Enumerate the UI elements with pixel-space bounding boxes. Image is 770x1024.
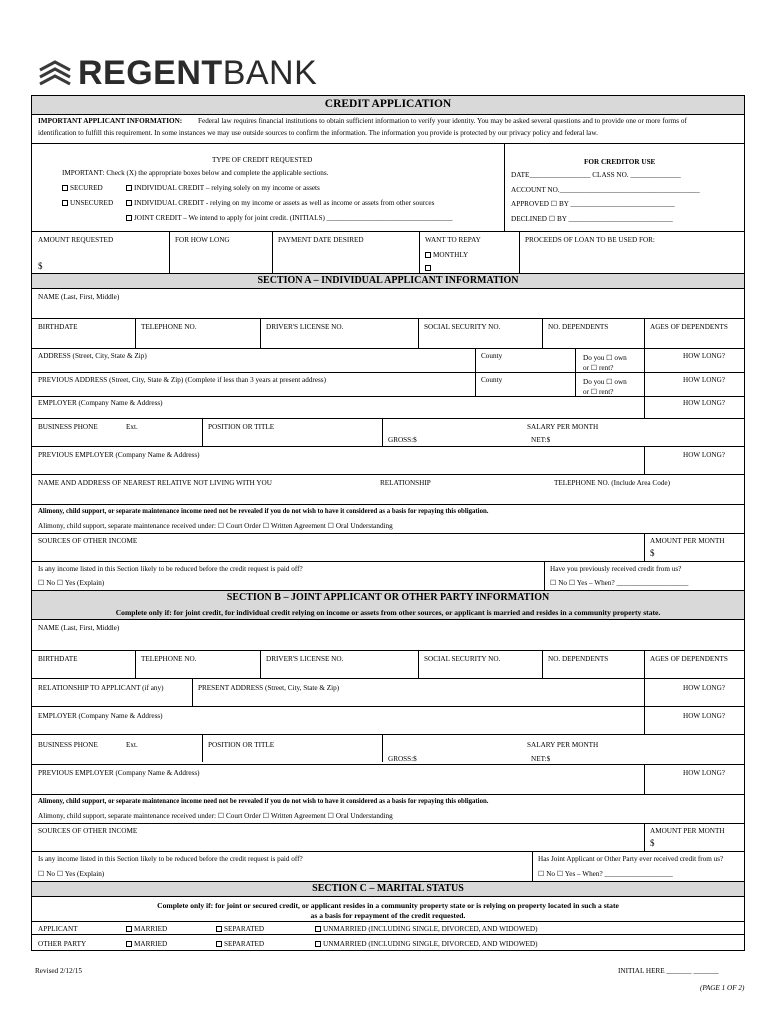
b-drivers-license-label: DRIVER'S LICENSE NO. — [266, 655, 344, 663]
b-birthdate-label: BIRTHDATE — [38, 655, 78, 663]
a-prev-county-label: County — [481, 376, 503, 384]
important-text-2: identification to fulfill this requirement. In some instances we may use outside sources to confirm the information. The information you provide is protected by our privacy policy and federal law. — [38, 129, 598, 137]
a-prev-credit-options[interactable]: ☐ No ☐ Yes – When? ____________________ — [550, 579, 689, 587]
b-reduced-options[interactable]: ☐ No ☐ Yes (Explain) — [38, 870, 105, 878]
b-dependents-label: NO. DEPENDENTS — [548, 655, 609, 663]
a-drivers-license-label: DRIVER'S LICENSE NO. — [266, 323, 344, 331]
a-rent-checkbox[interactable]: or ☐ rent? — [583, 364, 614, 372]
b-amount-dollar: $ — [650, 838, 655, 848]
creditor-declined: DECLINED ☐ BY _____________________________ — [511, 215, 673, 223]
credit-type-instruction: IMPORTANT: Check (X) the appropriate boxes below and complete the applicable sections. — [62, 169, 329, 177]
section-a-title: SECTION A – INDIVIDUAL APPLICANT INFORMATION — [257, 275, 519, 286]
section-c-subtitle-2: as a basis for repayment of the credit requested. — [310, 911, 466, 920]
a-position-label: POSITION OR TITLE — [208, 423, 275, 431]
individual-credit-other-checkbox[interactable]: INDIVIDUAL CREDIT - relying on my income or assets as well as income or assets from other sources — [126, 199, 434, 207]
section-c-subtitle-1: Complete only if: for joint or secured credit, or applicant resides in a community property state or is relying on property located in such a state — [157, 901, 619, 910]
secured-checkbox[interactable]: SECURED — [62, 184, 103, 192]
b-name-label: NAME (Last, First, Middle) — [38, 624, 120, 632]
b-salary-label: SALARY PER MONTH — [527, 741, 599, 749]
a-relationship-label: RELATIONSHIP — [380, 479, 431, 487]
a-ext-label: Ext. — [126, 423, 138, 431]
c-other-party-label: OTHER PARTY — [38, 940, 87, 948]
amount-dollar: $ — [38, 261, 43, 271]
creditor-account: ACCOUNT NO._______________________________________ — [511, 186, 700, 194]
b-address-how-long: HOW LONG? — [683, 684, 725, 692]
how-long-label: FOR HOW LONG — [175, 236, 230, 244]
a-alimony-notice: Alimony, child support, or separate maintenance income need not be revealed if you do not wish to have it considered as a basis for repaying this obligation. — [38, 508, 489, 515]
a-amount-dollar: $ — [650, 548, 655, 558]
a-birthdate-label: BIRTHDATE — [38, 323, 78, 331]
payment-date-label: PAYMENT DATE DESIRED — [278, 236, 364, 244]
a-employer-how-long-label: HOW LONG? — [683, 399, 725, 407]
unsecured-checkbox[interactable]: UNSECURED — [62, 199, 113, 207]
monthly-checkbox[interactable]: MONTHLY — [425, 251, 468, 259]
a-own-checkbox[interactable]: Do you ☐ own — [583, 354, 627, 362]
b-ssn-label: SOCIAL SECURITY NO. — [424, 655, 501, 663]
a-address-label: ADDRESS (Street, City, State & Zip) — [38, 352, 147, 360]
a-prev-own-checkbox[interactable]: Do you ☐ own — [583, 378, 627, 386]
chevron-logo-icon — [38, 60, 72, 88]
a-alimony-options[interactable]: Alimony, child support, separate maintenance received under: ☐ Court Order ☐ Written Agreement ☐ Oral Understanding — [38, 522, 393, 530]
individual-credit-checkbox[interactable]: INDIVIDUAL CREDIT – relying solely on my income or assets — [126, 184, 320, 192]
b-employer-how-long: HOW LONG? — [683, 712, 725, 720]
b-prev-employer-how-long: HOW LONG? — [683, 769, 725, 777]
a-prev-rent-checkbox[interactable]: or ☐ rent? — [583, 388, 614, 396]
c-other-separated[interactable]: SEPARATED — [216, 940, 264, 948]
important-text-1: Federal law requires financial institutions to obtain sufficient information to verify your identity. You may be asked several questions and to provide one or more forms of — [198, 117, 687, 125]
logo-wordmark: REGENTBANK — [78, 54, 318, 92]
a-amount-month-label: AMOUNT PER MONTH — [650, 537, 725, 545]
b-net-label: NET:$ — [531, 755, 551, 763]
b-business-phone-label: BUSINESS PHONE — [38, 741, 98, 749]
b-alimony-notice: Alimony, child support, or separate maintenance income need not be revealed if you do not wish to have it considered as a basis for repaying this obligation. — [38, 798, 489, 805]
a-business-phone-label: BUSINESS PHONE — [38, 423, 98, 431]
b-ext-label: Ext. — [126, 741, 138, 749]
b-ages-dependents-label: AGES OF DEPENDENTS — [650, 655, 728, 663]
c-applicant-unmarried[interactable]: UNMARRIED (INCLUDING SINGLE, DIVORCED, AND WIDOWED) — [315, 925, 537, 933]
page-title: CREDIT APPLICATION — [324, 98, 452, 110]
page-number: (PAGE 1 OF 2) — [700, 984, 745, 992]
a-reduced-options[interactable]: ☐ No ☐ Yes (Explain) — [38, 579, 105, 587]
b-position-label: POSITION OR TITLE — [208, 741, 275, 749]
b-joint-prev-question: Has Joint Applicant or Other Party ever received credit from us? — [538, 855, 724, 863]
a-other-income-label: SOURCES OF OTHER INCOME — [38, 537, 138, 545]
c-other-married[interactable]: MARRIED — [126, 940, 167, 948]
a-prev-credit-question: Have you previously received credit from us? — [550, 565, 682, 573]
a-prev-how-long-label: HOW LONG? — [683, 376, 725, 384]
c-applicant-separated[interactable]: SEPARATED — [216, 925, 264, 933]
a-name-label: NAME (Last, First, Middle) — [38, 293, 120, 301]
joint-credit-checkbox[interactable]: JOINT CREDIT – We intend to apply for joint credit. (INITIALS) ___________________________________ — [126, 214, 452, 222]
a-salary-label: SALARY PER MONTH — [527, 423, 599, 431]
credit-application-form — [31, 95, 745, 951]
b-reduced-question: Is any income listed in this Section likely to be reduced before the credit request is paid off? — [38, 855, 303, 863]
a-dependents-label: NO. DEPENDENTS — [548, 323, 609, 331]
b-gross-label: GROSS:$ — [388, 755, 417, 763]
a-gross-label: GROSS:$ — [388, 436, 417, 444]
a-prev-address-label: PREVIOUS ADDRESS (Street, City, State & Zip) (Complete if less than 3 years at present address) — [38, 376, 326, 384]
section-b-title: SECTION B – JOINT APPLICANT OR OTHER PARTY INFORMATION — [226, 592, 550, 603]
amount-requested-label: AMOUNT REQUESTED — [38, 236, 114, 244]
b-relationship-label: RELATIONSHIP TO APPLICANT (if any) — [38, 684, 164, 692]
repay-other-checkbox[interactable] — [425, 264, 433, 272]
want-repay-label: WANT TO REPAY — [425, 236, 481, 244]
regent-bank-logo — [38, 56, 358, 92]
a-prev-employer-label: PREVIOUS EMPLOYER (Company Name & Address) — [38, 451, 200, 459]
b-telephone-label: TELEPHONE NO. — [141, 655, 197, 663]
initial-here[interactable]: INITIAL HERE _______ _______ — [618, 967, 719, 975]
c-applicant-married[interactable]: MARRIED — [126, 925, 167, 933]
a-net-label: NET:$ — [531, 436, 551, 444]
b-employer-label: EMPLOYER (Company Name & Address) — [38, 712, 163, 720]
a-ages-dependents-label: AGES OF DEPENDENTS — [650, 323, 728, 331]
section-b-subtitle: Complete only if: for joint credit, for individual credit relying on income or assets from other sources, or applicant is married and resides in a community property state. — [115, 608, 661, 617]
a-county-label: County — [481, 352, 503, 360]
a-how-long-label: HOW LONG? — [683, 352, 725, 360]
credit-type-heading: TYPE OF CREDIT REQUESTED — [212, 156, 313, 164]
proceeds-label: PROCEEDS OF LOAN TO BE USED FOR: — [525, 236, 655, 244]
b-present-address-label: PRESENT ADDRESS (Street, City, State & Zip) — [198, 684, 340, 692]
c-other-unmarried[interactable]: UNMARRIED (INCLUDING SINGLE, DIVORCED, AND WIDOWED) — [315, 940, 537, 948]
creditor-date: DATE_________________ CLASS NO. ______________ — [511, 171, 681, 179]
a-ssn-label: SOCIAL SECURITY NO. — [424, 323, 501, 331]
a-telephone-label: TELEPHONE NO. — [141, 323, 197, 331]
creditor-use-heading: FOR CREDITOR USE — [584, 158, 656, 166]
important-label: IMPORTANT APPLICANT INFORMATION: — [38, 117, 183, 125]
section-c-title: SECTION C – MARITAL STATUS — [312, 883, 464, 894]
a-employer-label: EMPLOYER (Company Name & Address) — [38, 399, 163, 407]
c-applicant-label: APPLICANT — [38, 925, 78, 933]
revised-date: Revised 2/12/15 — [35, 967, 82, 975]
a-prev-employer-how-long: HOW LONG? — [683, 451, 725, 459]
b-prev-employer-label: PREVIOUS EMPLOYER (Company Name & Address) — [38, 769, 200, 777]
creditor-approved: APPROVED ☐ BY _____________________________ — [511, 200, 675, 208]
b-other-income-label: SOURCES OF OTHER INCOME — [38, 827, 138, 835]
b-amount-month-label: AMOUNT PER MONTH — [650, 827, 725, 835]
a-relative-phone-label: TELEPHONE NO. (Include Area Code) — [554, 479, 670, 487]
a-relative-label: NAME AND ADDRESS OF NEAREST RELATIVE NOT LIVING WITH YOU — [38, 479, 272, 487]
a-reduced-question: Is any income listed in this Section likely to be reduced before the credit request is paid off? — [38, 565, 303, 573]
b-joint-prev-options[interactable]: ☐ No ☐ Yes – When? ___________________ — [538, 870, 673, 878]
b-alimony-options[interactable]: Alimony, child support, separate maintenance received under: ☐ Court Order ☐ Written Agreement ☐ Oral Understanding — [38, 812, 393, 820]
